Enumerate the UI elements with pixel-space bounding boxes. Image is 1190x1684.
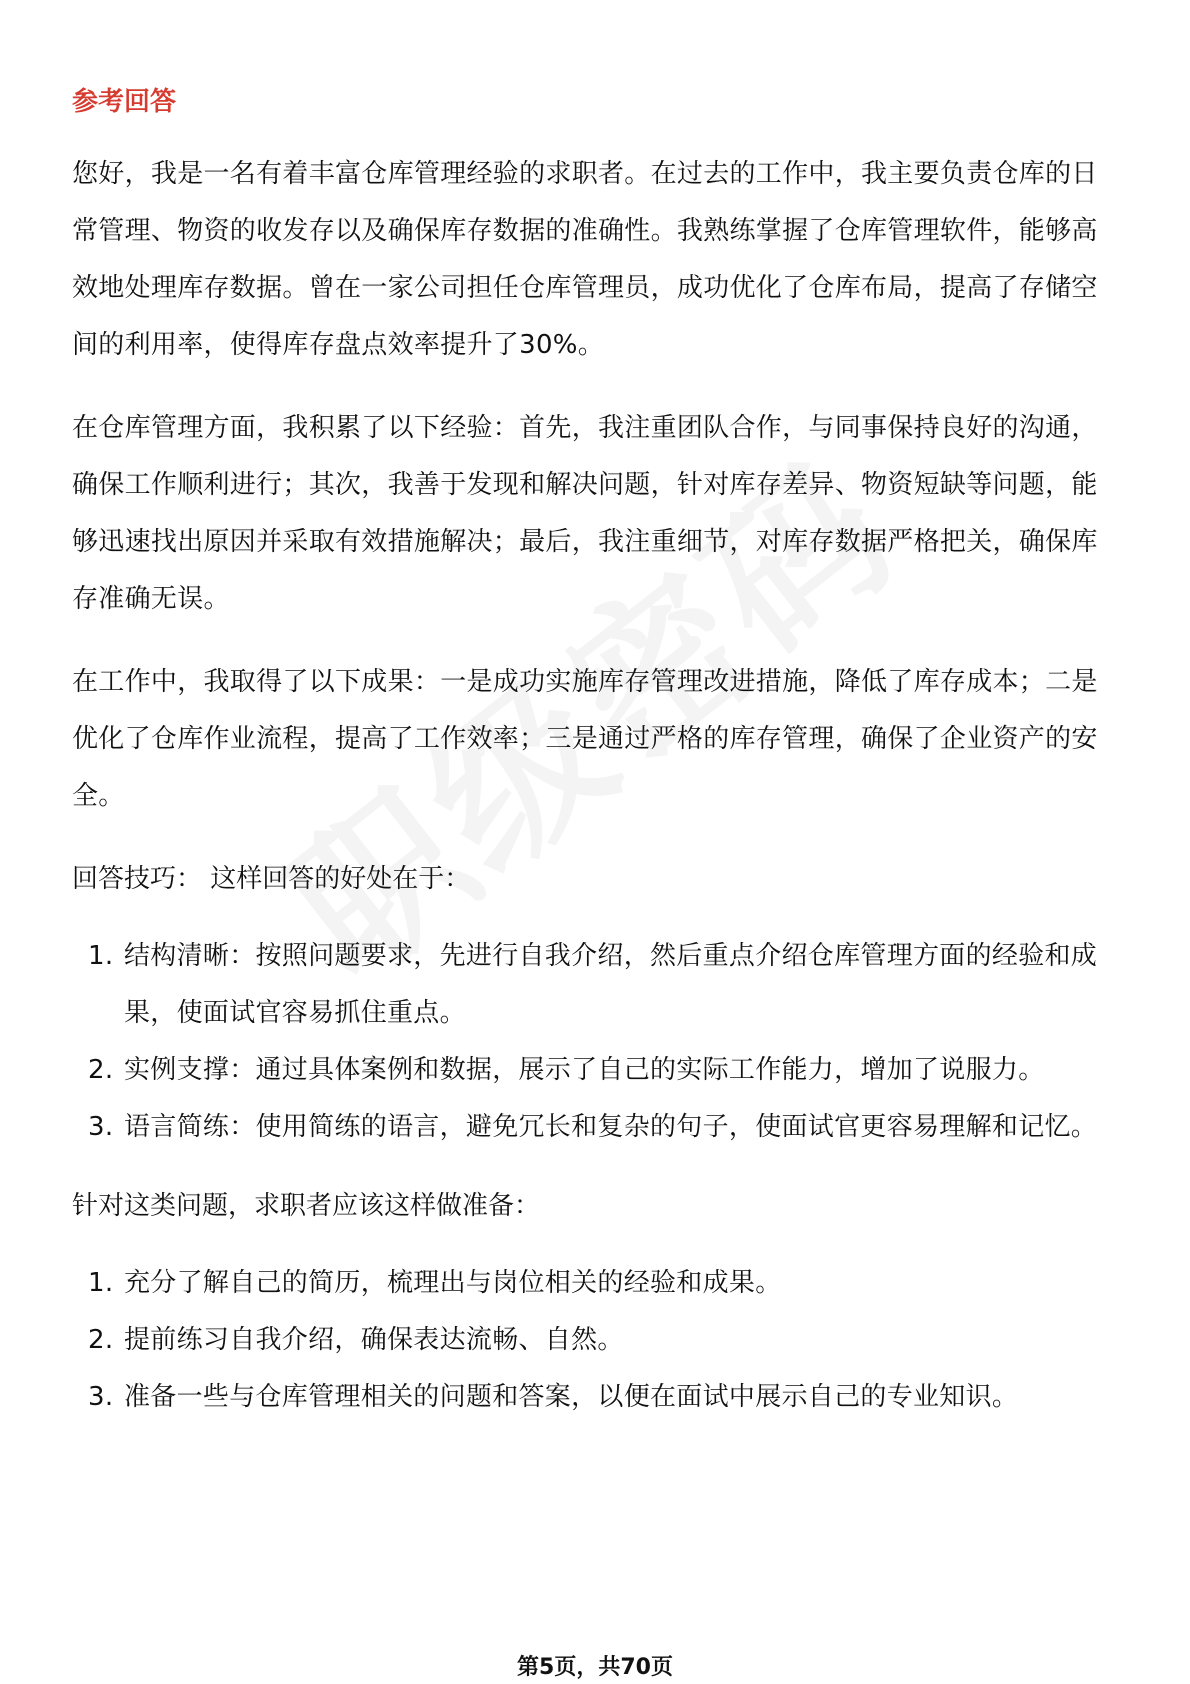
list-item-text: 充分了解自己的简历，梳理出与岗位相关的经验和成果。 (124, 1268, 782, 1298)
list-number: 1. (88, 941, 114, 971)
list-number: 3. (88, 1382, 114, 1412)
list-item-text: 结构清晰：按照问题要求，先进行自我介绍，然后重点介绍仓库管理方面的经验和成果，使面试官容易抓住重点。 (124, 941, 1098, 1028)
list-item (72, 928, 1120, 1042)
list-item-text: 准备一些与仓库管理相关的问题和答案，以便在面试中展示自己的专业知识。 (124, 1382, 1019, 1412)
list-item-text: 实例支撑：通过具体案例和数据，展示了自己的实际工作能力，增加了说服力。 (124, 1055, 1045, 1085)
list-number: 2. (88, 1055, 114, 1085)
list-item (72, 1312, 1120, 1369)
answer-paragraph-experience: 在仓库管理方面，我积累了以下经验：首先，我注重团队合作，与同事保持良好的沟通，确保工作顺利进行；其次，我善于发现和解决问题，针对库存差异、物资短缺等问题，能够迅速找出原因并采取有效措施解决；最后，我注重细节，对库存数据严格把关，确保库存准确无误。 (72, 413, 1098, 614)
answer-paragraph-intro: 您好，我是一名有着丰富仓库管理经验的求职者。在过去的工作中，我主要负责仓库的日常管理、物资的收发存以及确保库存数据的准确性。我熟练掌握了仓库管理软件，能够高效地处理库存数据。曾在一家公司担任仓库管理员，成功优化了仓库布局，提高了存储空间的利用率，使得库存盘点效率提升了30%。 (72, 159, 1098, 360)
page-number-footer: 第5页，共70页 (517, 1655, 673, 1680)
answer-paragraph-achievements: 在工作中，我取得了以下成果：一是成功实施库存管理改进措施，降低了库存成本；二是优化了仓库作业流程，提高了工作效率；三是通过严格的库存管理，确保了企业资产的安全。 (72, 667, 1098, 811)
section-heading: 参考回答 (72, 87, 177, 117)
prep-label: 针对这类问题，求职者应该这样做准备： (72, 1191, 541, 1221)
list-item-text: 提前练习自我介绍，确保表达流畅、自然。 (124, 1325, 624, 1355)
list-item (72, 1255, 1120, 1312)
list-number: 1. (88, 1268, 114, 1298)
list-item-text: 语言简练：使用简练的语言，避免冗长和复杂的句子，使面试官更容易理解和记忆。 (124, 1112, 1098, 1142)
list-item (72, 1099, 1120, 1156)
tips-label: 回答技巧： 这样回答的好处在于： (72, 864, 471, 894)
prep-list (72, 1255, 1120, 1426)
list-item (72, 1042, 1120, 1099)
list-item (72, 1369, 1120, 1426)
list-number: 2. (88, 1325, 114, 1355)
tips-list (72, 928, 1120, 1156)
document-content (72, 84, 1120, 1448)
list-number: 3. (88, 1112, 114, 1142)
